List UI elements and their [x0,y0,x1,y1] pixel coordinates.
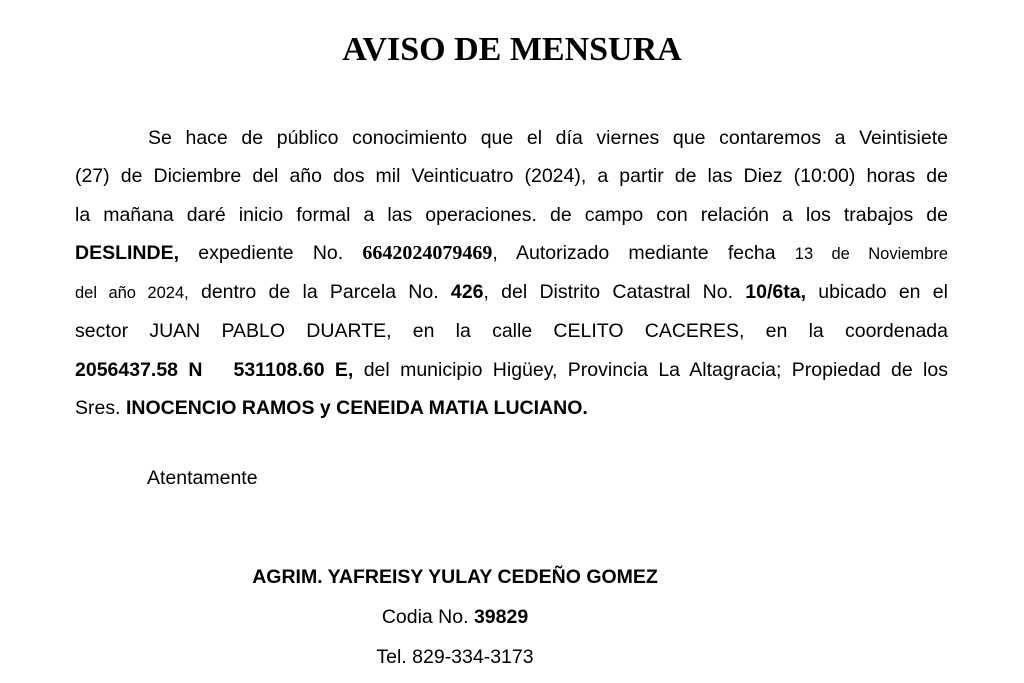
text-run: 2056437.58 N 531108.60 E, [75,358,354,381]
codia-line [75,597,835,637]
text-run: INOCENCIO RAMOS y CENEIDA MATIA LUCIANO. [125,397,588,420]
closing-salutation: Atentamente [147,467,258,490]
codia-label: Codia No. [381,606,474,629]
document-title: AVISO DE MENSURA [342,31,682,68]
text-run: 6642024079469 [362,241,493,264]
text-run: Sres. [75,397,126,420]
text-run: , del Distrito Catastral No. [483,281,746,304]
text-run: dentro de la Parcela No. [188,281,451,304]
paragraph-line [75,157,948,195]
signature-block [75,557,835,677]
text-run: , Autorizado mediante fecha [492,241,795,264]
text-run: 13 de Noviembre [794,244,949,263]
text-run: la mañana daré inicio formal a las operaciones. de campo con relación a los trabajos de [75,203,948,226]
text-run: del año 2024, [75,284,189,303]
text-run: 10/6ta, [745,281,806,304]
text-run: (27) de Diciembre del año dos mil Veinticuatro (2024), a partir de las Diez (10:00) horas de [75,165,948,188]
text-run: 426 [450,281,484,304]
text-run: expediente No. [179,241,363,264]
notice-paragraph [75,119,948,427]
text-run: del municipio Higüey, Provincia La Altagracia; Propiedad de los [353,358,948,381]
codia-number: 39829 [473,606,529,629]
paragraph-line [75,273,948,312]
text-run: DESLINDE, [75,241,180,264]
paragraph-line [75,234,948,273]
paragraph-line [75,196,948,234]
text-run: Se hace de público conocimiento que el día viernes que contaremos a Veintisiete [148,127,948,149]
paragraph-line [75,351,948,389]
paragraph-line [75,119,948,157]
paragraph-line [75,389,948,427]
paragraph-line [75,312,948,350]
surveyor-name: AGRIM. YAFREISY YULAY CEDEÑO GOMEZ [252,566,658,589]
text-run: ubicado en el [806,281,948,304]
tel-line: Tel. 829-334-3173 [376,646,534,669]
text-run: sector JUAN PABLO DUARTE, en la calle CELITO CACERES, en la coordenada [75,320,948,343]
